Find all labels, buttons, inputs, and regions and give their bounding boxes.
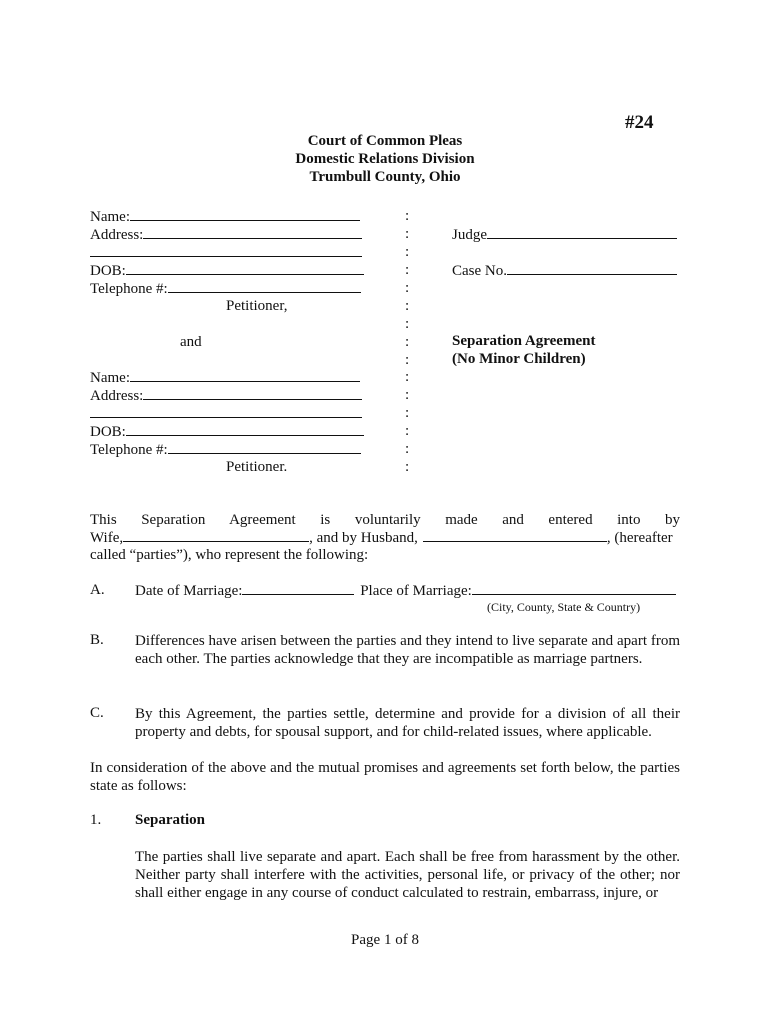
party2-name-field[interactable] (90, 369, 360, 387)
colon-divider: : (405, 387, 410, 403)
wife-name-line[interactable] (123, 529, 309, 542)
marriage-place-label: Place of Marriage: (360, 583, 472, 599)
item-a-marker: A. (90, 582, 105, 598)
party2-role: Petitioner. (226, 459, 288, 475)
document-number: #24 (625, 112, 654, 133)
marriage-fields[interactable] (135, 582, 676, 600)
party2-address-label: Address: (90, 388, 144, 404)
party1-address-label: Address: (90, 227, 144, 243)
party1-dob-label: DOB: (90, 263, 126, 279)
party2-dob-field[interactable] (90, 423, 364, 441)
colon-divider: : (405, 334, 410, 350)
party2-dob-line[interactable] (126, 423, 364, 436)
colon-divider: : (405, 441, 410, 457)
hereafter-text: , (hereafter (606, 530, 673, 546)
page-number: Page 1 of 8 (351, 932, 419, 948)
husband-label: , and by Husband, (309, 530, 418, 546)
colon-divider: : (405, 208, 410, 224)
party2-address-line[interactable] (143, 387, 362, 400)
party1-phone-field[interactable] (90, 280, 361, 298)
colon-divider: : (405, 405, 410, 421)
section1-text: The parties shall live separate and apart. Each shall be free from harassment by the other. Neither party shall interfere with the activities, personal life, or privacy of the other; nor shall either engage in any course of conduct calculated to restrain, embarrass, injure, or (135, 849, 680, 901)
colon-divider: : (405, 298, 410, 314)
party2-address-line2-rule[interactable] (90, 405, 362, 418)
agreement-title: Separation Agreement (452, 333, 596, 349)
colon-divider: : (405, 352, 410, 368)
party2-name-label: Name: (90, 370, 130, 386)
party1-role: Petitioner, (226, 298, 288, 314)
colon-divider: : (405, 280, 410, 296)
intro-line1: This Separation Agreement is voluntarily made and entered into by (90, 512, 680, 528)
intro-line3: called “parties”), who represent the following: (90, 547, 369, 563)
county-name: Trumbull County, Ohio (309, 169, 461, 185)
party2-address-field[interactable] (90, 387, 362, 405)
item-b-marker: B. (90, 632, 104, 648)
judge-label: Judge (452, 227, 487, 243)
colon-divider: : (405, 226, 410, 242)
colon-divider: : (405, 369, 410, 385)
colon-divider: : (405, 459, 410, 475)
party1-name-field[interactable] (90, 208, 360, 226)
case-number-line[interactable] (507, 262, 677, 275)
party1-dob-line[interactable] (126, 262, 364, 275)
agreement-subtitle: (No Minor Children) (452, 351, 586, 367)
party2-address-line2[interactable] (90, 405, 362, 423)
party1-address-field[interactable] (90, 226, 362, 244)
party2-phone-field[interactable] (90, 441, 361, 459)
item-c-marker: C. (90, 705, 104, 721)
colon-divider: : (405, 262, 410, 278)
intro-parties-line[interactable] (90, 529, 673, 547)
party1-dob-field[interactable] (90, 262, 364, 280)
colon-divider: : (405, 423, 410, 439)
party2-phone-label: Telephone #: (90, 442, 168, 458)
section1-title: Separation (135, 812, 206, 828)
marriage-date-line[interactable] (242, 582, 354, 595)
husband-name-line[interactable] (423, 529, 607, 542)
colon-divider: : (405, 244, 410, 260)
item-c-text: By this Agreement, the parties settle, determine and provide for a division of all their property and debts, for spousal support, and for child-related issues, where applicable. (135, 706, 680, 740)
marriage-place-line[interactable] (472, 582, 676, 595)
party2-dob-label: DOB: (90, 424, 126, 440)
wife-label: Wife, (90, 530, 124, 546)
party1-name-line[interactable] (130, 208, 360, 221)
division-name: Domestic Relations Division (295, 151, 475, 167)
marriage-place-hint: (City, County, State & Country) (487, 600, 641, 614)
and-text: and (180, 334, 202, 350)
marriage-date-label: Date of Marriage: (135, 583, 243, 599)
judge-field[interactable] (452, 226, 677, 244)
party1-phone-line[interactable] (168, 280, 361, 293)
judge-line[interactable] (487, 226, 677, 239)
party2-phone-line[interactable] (168, 441, 361, 454)
party1-address-line2[interactable] (90, 244, 362, 262)
colon-divider: : (405, 316, 410, 332)
court-name: Court of Common Pleas (307, 133, 463, 149)
party1-address-line[interactable] (143, 226, 362, 239)
party2-name-line[interactable] (130, 369, 360, 382)
party1-name-label: Name: (90, 209, 130, 225)
party1-address-line2-rule[interactable] (90, 244, 362, 257)
item-b-text: Differences have arisen between the parties and they intend to live separate and apart from each other. The parties acknowledge that they are incompatible as marriage partners. (135, 633, 680, 667)
consideration-paragraph: In consideration of the above and the mutual promises and agreements set forth below, the parties state as follows: (90, 760, 680, 794)
party1-phone-label: Telephone #: (90, 281, 168, 297)
case-number-field[interactable] (452, 262, 677, 280)
section1-marker: 1. (90, 812, 102, 828)
case-number-label: Case No. (452, 263, 507, 279)
